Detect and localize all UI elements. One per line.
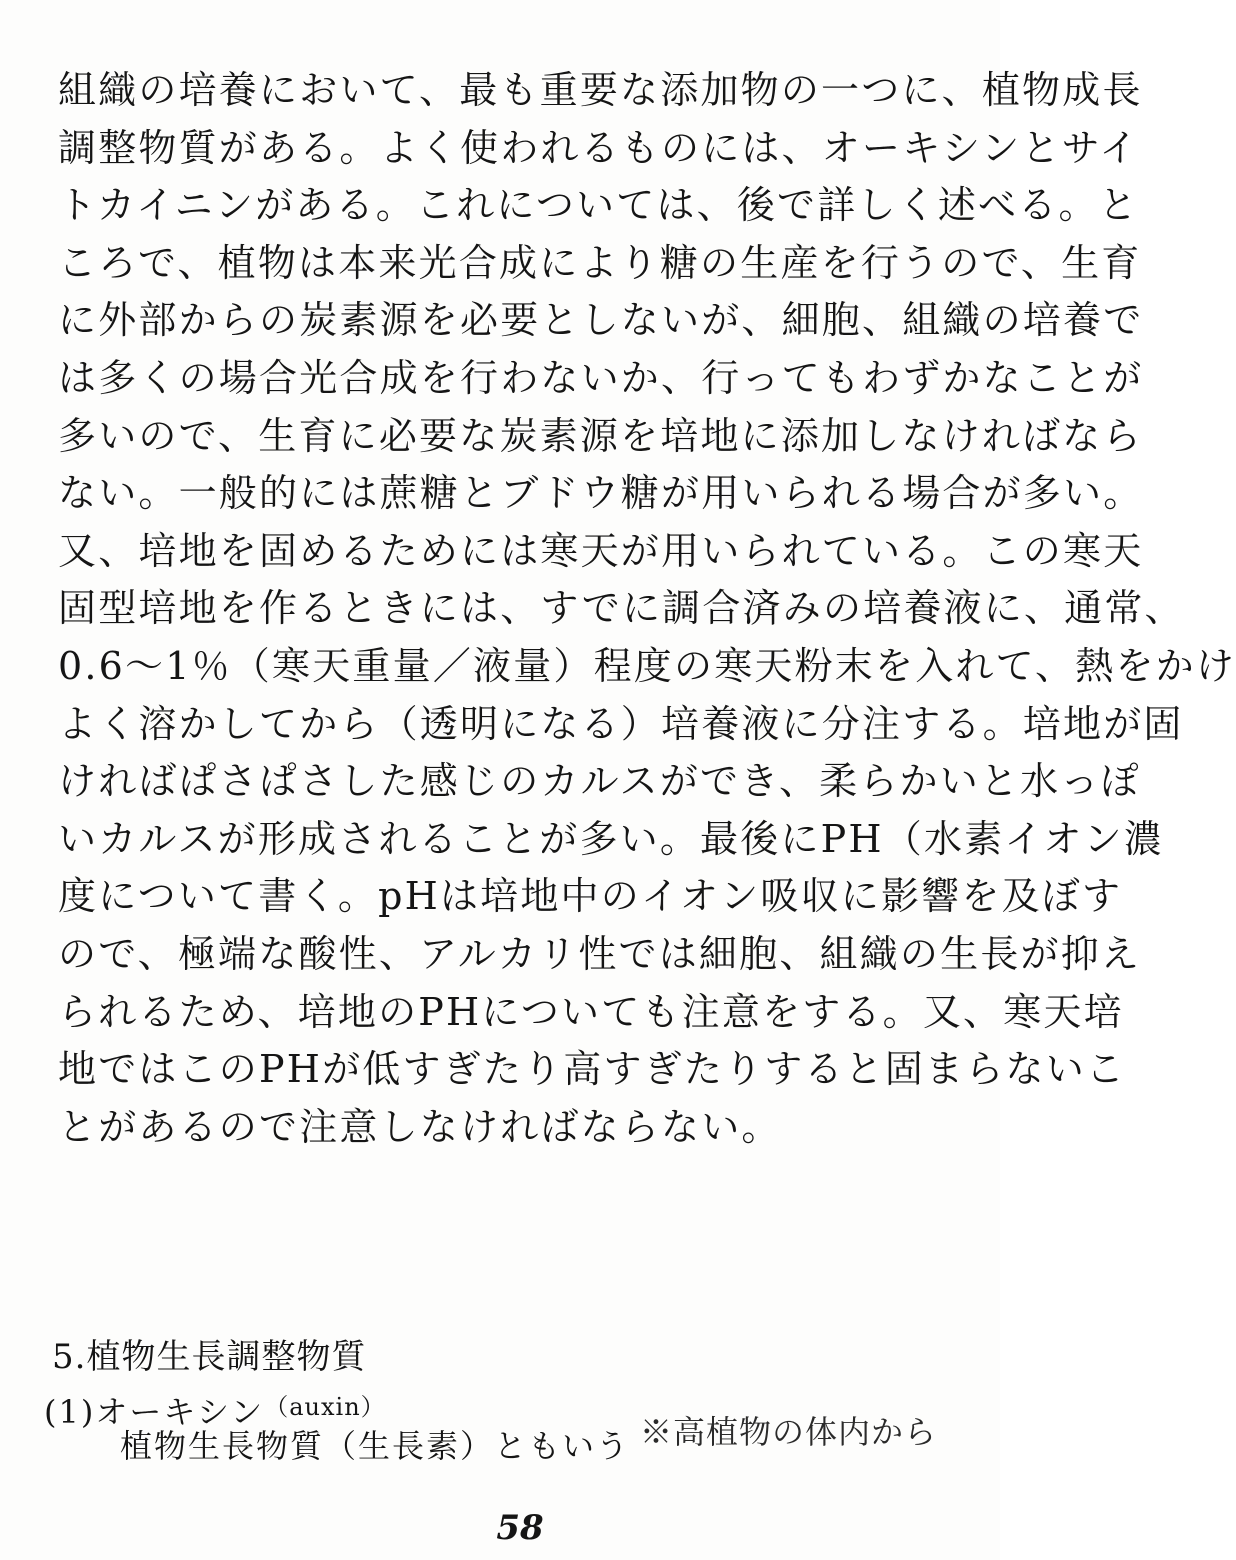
text-line: 調整物質がある。よく使われるものには、オーキシンとサイ — [58, 125, 1140, 170]
text-line: とがあるので注意しなければならない。 — [58, 1104, 782, 1149]
text-line: いカルスが形成されることが多い。最後にPH（水素イオン濃 — [58, 816, 1165, 861]
text-line: 組織の培養において、最も重要な添加物の一つに、植物成長 — [58, 68, 1143, 112]
text-line: ない。一般的には蔗糖とブドウ糖が用いられる場合が多い。 — [58, 471, 1144, 516]
text-line: ころで、植物は本来光合成により糖の生産を行うので、生育 — [58, 240, 1142, 285]
section-heading: 5.植物生長調整物質 — [52, 1337, 367, 1377]
text-line: 固型培地を作るときには、すでに調合済みの培養液に、通常、 — [58, 586, 1185, 631]
subsection-note: 植物生長物質（生長素）ともいう — [120, 1427, 631, 1465]
text-line: ければぱさぱさした感じのカルスができ、柔らかいと水っぽ — [58, 759, 1141, 804]
subsection-annotation: （auxin） — [264, 1393, 386, 1421]
text-line: 地ではこのPHが低すぎたり高すぎたりすると固まらないこ — [58, 1047, 1127, 1092]
text-line: 又、培地を固めるためには寒天が用いられている。この寒天 — [58, 528, 1144, 573]
text-line: ので、極端な酸性、アルカリ性では細胞、組織の生長が抑え — [58, 931, 1142, 976]
text-line: に外部からの炭素源を必要としないが、細胞、組織の培養で — [58, 298, 1144, 343]
side-note: ※高植物の体内から — [640, 1413, 938, 1451]
text-line: 度について書く。pHは培地中のイオン吸収に影響を及ぼす — [58, 874, 1123, 919]
body-paragraph — [58, 62, 1236, 1156]
text-line: トカイニンがある。これについては、後で詳しく述べる。と — [58, 183, 1139, 228]
text-line: 0.6～1％（寒天重量／液量）程度の寒天粉末を入れて、熱をかけ — [58, 643, 1236, 688]
text-line: よく溶かしてから（透明になる）培養液に分注する。培地が固 — [58, 701, 1184, 746]
text-line: 多いので、生育に必要な炭素源を培地に添加しなければなら — [58, 413, 1143, 458]
text-line: は多くの場合光合成を行わないか、行ってもわずかなことが — [58, 355, 1144, 400]
text-line: られるため、培地のPHについても注意をする。又、寒天培 — [58, 989, 1124, 1034]
page-number: 58 — [496, 1508, 544, 1548]
subsection-label: (1)オーキシン — [44, 1393, 265, 1431]
